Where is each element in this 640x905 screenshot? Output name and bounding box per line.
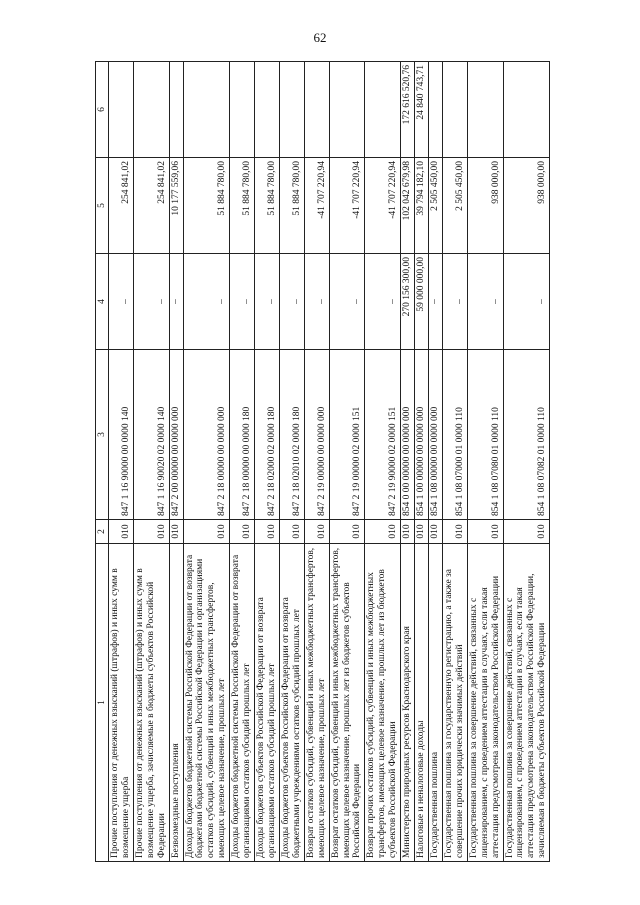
row-code-cell: 010 <box>365 520 401 544</box>
table-row <box>442 62 467 862</box>
row-kbk-cell: 854 1 08 00000 00 0000 000 <box>428 350 442 520</box>
row-col6-cell <box>503 62 550 158</box>
row-code-cell: 010 <box>467 520 503 544</box>
budget-table <box>95 61 550 862</box>
row-code-cell: 010 <box>329 520 365 544</box>
row-col6-cell <box>255 62 280 158</box>
row-col4-cell: 270 156 300,00 <box>401 254 415 350</box>
table-row <box>169 62 183 862</box>
row-name-cell: Безвозмездные поступления <box>169 544 183 862</box>
table-row <box>109 62 134 862</box>
row-col6-cell <box>279 62 304 158</box>
table-row <box>415 62 429 862</box>
row-kbk-cell: 847 2 19 00000 02 0000 151 <box>329 350 365 520</box>
column-header: 3 <box>96 350 109 520</box>
row-kbk-cell: 847 2 18 00000 00 0000 000 <box>183 350 230 520</box>
table-row <box>329 62 365 862</box>
table-row <box>467 62 503 862</box>
row-col4-cell: – <box>467 254 503 350</box>
row-col5-cell: 254 841,02 <box>133 158 169 254</box>
row-col6-cell <box>109 62 134 158</box>
row-col6-cell <box>442 62 467 158</box>
row-col6-cell <box>133 62 169 158</box>
row-kbk-cell: 854 1 08 07080 01 0000 110 <box>467 350 503 520</box>
row-code-cell: 010 <box>428 520 442 544</box>
row-name-cell: Прочие поступления от денежных взысканий (штрафов) и иных сумм в возмещение ущерба, зачисляемые в бюджеты субъектов Российской Федерации <box>133 544 169 862</box>
row-name-cell: Министерство природных ресурсов Краснодарского края <box>401 544 415 862</box>
row-col5-cell: 938 000,00 <box>503 158 550 254</box>
row-kbk-cell: 847 2 18 02000 02 0000 180 <box>255 350 280 520</box>
table-row <box>255 62 280 862</box>
row-col5-cell: 938 000,00 <box>467 158 503 254</box>
row-col5-cell: -41 707 220,94 <box>365 158 401 254</box>
page-number: 62 <box>313 30 327 45</box>
row-name-cell: Налоговые и неналоговые доходы <box>415 544 429 862</box>
column-header: 1 <box>96 544 109 862</box>
table-row <box>428 62 442 862</box>
row-col4-cell: – <box>255 254 280 350</box>
row-col4-cell: – <box>428 254 442 350</box>
table-row <box>279 62 304 862</box>
row-kbk-cell: 854 1 08 07000 01 0000 110 <box>442 350 467 520</box>
row-col5-cell: 51 884 780,00 <box>279 158 304 254</box>
row-col4-cell: – <box>365 254 401 350</box>
row-col4-cell: – <box>442 254 467 350</box>
row-kbk-cell: 847 2 19 90000 02 0000 151 <box>365 350 401 520</box>
row-col4-cell: – <box>133 254 169 350</box>
row-col5-cell: -41 707 220,94 <box>329 158 365 254</box>
row-kbk-cell: 854 1 08 07082 01 0000 110 <box>503 350 550 520</box>
row-col5-cell: 51 884 780,00 <box>183 158 230 254</box>
row-col6-cell <box>169 62 183 158</box>
column-header: 6 <box>96 62 109 158</box>
row-col5-cell: -41 707 220,94 <box>304 158 329 254</box>
row-col4-cell: – <box>503 254 550 350</box>
row-col4-cell: – <box>279 254 304 350</box>
row-name-cell: Государственная пошлина за совершение действий, связанных с лицензированием, с проведением аттестации в случаях, если такая аттестация предусмотрена законодательством Российской Федерации <box>467 544 503 862</box>
row-col4-cell: – <box>230 254 255 350</box>
row-code-cell: 010 <box>255 520 280 544</box>
row-name-cell: Государственная пошлина <box>428 544 442 862</box>
row-col5-cell: 10 177 559,06 <box>169 158 183 254</box>
row-code-cell: 010 <box>133 520 169 544</box>
table-row <box>365 62 401 862</box>
row-kbk-cell: 847 1 16 90000 00 0000 140 <box>109 350 134 520</box>
row-name-cell: Возврат остатков субсидий, субвенций и иных межбюджетных трансфертов, имеющих целевое назначение, прошлых лет <box>304 544 329 862</box>
row-kbk-cell: 847 2 19 00000 00 0000 000 <box>304 350 329 520</box>
table-header-row <box>96 62 109 862</box>
row-col5-cell: 39 794 182,10 <box>415 158 429 254</box>
row-col4-cell: – <box>183 254 230 350</box>
column-header: 2 <box>96 520 109 544</box>
row-col4-cell: – <box>109 254 134 350</box>
row-name-cell: Государственная пошлина за государственную регистрацию, а также за совершение прочих юридически значимых действий <box>442 544 467 862</box>
row-code-cell: 010 <box>401 520 415 544</box>
row-col6-cell <box>183 62 230 158</box>
row-name-cell: Доходы бюджетов субъектов Российской Федерации от возврата бюджетными учреждениями остатков субсидий прошлых лет <box>279 544 304 862</box>
row-code-cell: 010 <box>169 520 183 544</box>
row-col6-cell <box>230 62 255 158</box>
row-code-cell: 010 <box>304 520 329 544</box>
row-col6-cell <box>467 62 503 158</box>
table-row <box>183 62 230 862</box>
row-name-cell: Доходы бюджетов субъектов Российской Федерации от возврата организациями остатков субсидий прошлых лет <box>255 544 280 862</box>
table-row <box>401 62 415 862</box>
row-col6-cell <box>304 62 329 158</box>
row-code-cell: 010 <box>109 520 134 544</box>
row-name-cell: Доходы бюджетов бюджетной системы Российской Федерации от возврата организациями остатков субсидий прошлых лет <box>230 544 255 862</box>
row-col5-cell: 51 884 780,00 <box>255 158 280 254</box>
row-col5-cell: 2 505 450,00 <box>442 158 467 254</box>
row-col4-cell: 59 000 000,00 <box>415 254 429 350</box>
table-row <box>133 62 169 862</box>
row-col6-cell <box>365 62 401 158</box>
row-col5-cell: 51 884 780,00 <box>230 158 255 254</box>
row-col6-cell: 24 840 743,71 <box>415 62 429 158</box>
row-kbk-cell: 847 2 18 02010 02 0000 180 <box>279 350 304 520</box>
row-kbk-cell: 847 2 00 00000 00 0000 000 <box>169 350 183 520</box>
row-code-cell: 010 <box>503 520 550 544</box>
column-header: 5 <box>96 158 109 254</box>
row-code-cell: 010 <box>230 520 255 544</box>
row-col4-cell: – <box>329 254 365 350</box>
row-code-cell: 010 <box>415 520 429 544</box>
row-code-cell: 010 <box>442 520 467 544</box>
table-body <box>109 62 550 862</box>
row-code-cell: 010 <box>279 520 304 544</box>
row-name-cell: Государственная пошлина за совершение действий, связанных с лицензированием, с проведением аттестации в случаях, если такая аттестация предусмотрена законодательством Российской Федерации, зачисляемая в бюджеты субъектов Российской Федерации <box>503 544 550 862</box>
row-col5-cell: 102 042 679,98 <box>401 158 415 254</box>
row-col4-cell: – <box>169 254 183 350</box>
row-kbk-cell: 847 2 18 00000 00 0000 180 <box>230 350 255 520</box>
row-col6-cell <box>428 62 442 158</box>
table-row <box>230 62 255 862</box>
row-name-cell: Прочие поступления от денежных взысканий (штрафов) и иных сумм в возмещение ущерба <box>109 544 134 862</box>
rotated-table-container <box>95 62 548 862</box>
row-name-cell: Возврат прочих остатков субсидий, субвенций и иных межбюджетных трансфертов, имеющих целевое назначение, прошлых лет из бюджетов субъектов Российской Федерации <box>365 544 401 862</box>
column-header: 4 <box>96 254 109 350</box>
row-col4-cell: – <box>304 254 329 350</box>
row-col5-cell: 2 505 450,00 <box>428 158 442 254</box>
row-name-cell: Доходы бюджетов бюджетной системы Российской Федерации от возврата бюджетами бюджетной системы Российской Федерации и организациями остатков субсидий, субвенций и иных межбюджетных трансфертов, имеющих целевое назначение, прошлых лет <box>183 544 230 862</box>
row-name-cell: Возврат остатков субсидий, субвенций и иных межбюджетных трансфертов, имеющих целевое назначение, прошлых лет из бюджетов субъектов Российской Федерации <box>329 544 365 862</box>
row-col6-cell <box>329 62 365 158</box>
row-col5-cell: 254 841,02 <box>109 158 134 254</box>
table-row <box>503 62 550 862</box>
row-kbk-cell: 847 1 16 90020 02 0000 140 <box>133 350 169 520</box>
table-row <box>304 62 329 862</box>
row-code-cell: 010 <box>183 520 230 544</box>
row-kbk-cell: 854 0 00 00000 00 0000 000 <box>401 350 415 520</box>
row-col6-cell: 172 616 520,76 <box>401 62 415 158</box>
row-kbk-cell: 854 1 00 00000 00 0000 000 <box>415 350 429 520</box>
